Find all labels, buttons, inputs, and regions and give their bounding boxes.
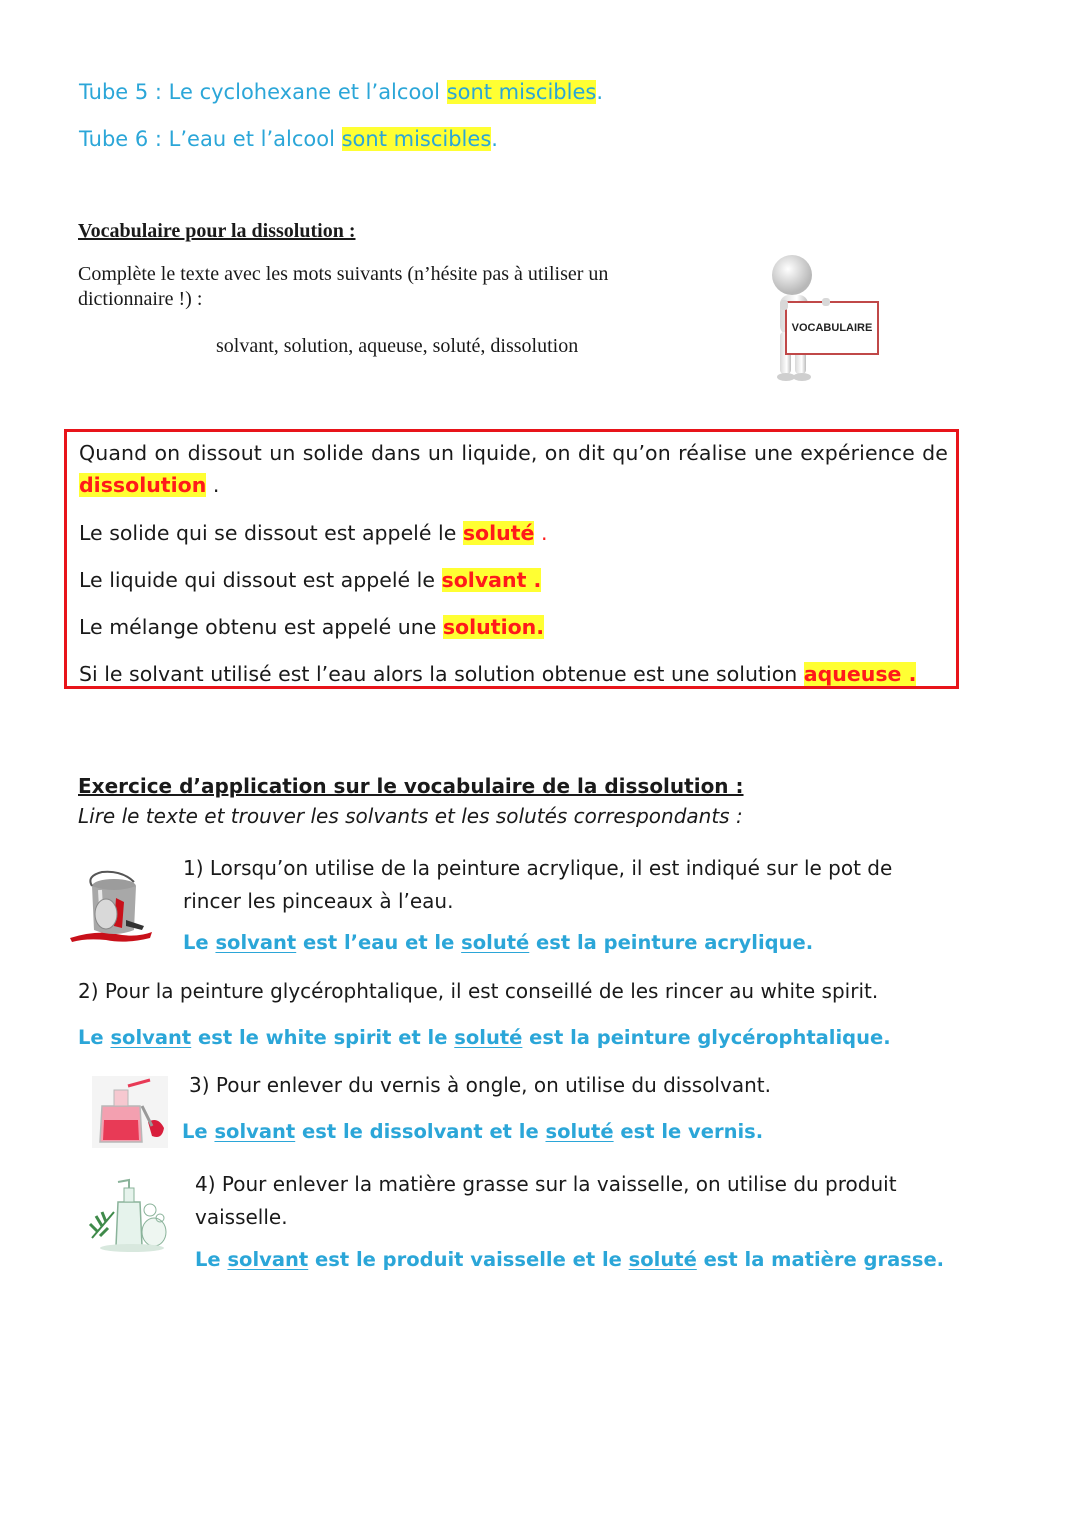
answer-1-solute-label: soluté: [461, 931, 530, 954]
answer-aqueuse-text: aqueuse: [803, 662, 902, 686]
box-line-4: [79, 568, 541, 592]
dissolution-definition-box: [64, 429, 959, 689]
answer-2: [78, 1026, 891, 1049]
box-line-5-text: Le mélange obtenu est appelé une: [79, 615, 443, 639]
paint-bucket-image: [66, 868, 156, 948]
answer-2-solvant-label: solvant: [110, 1026, 192, 1049]
box-line-5: [79, 615, 544, 639]
answer-solution: solution.: [442, 615, 545, 639]
box-line-2-suffix: .: [206, 473, 220, 497]
vocab-instruction-line2: dictionnaire !) :: [78, 288, 203, 310]
question-4-line2: vaisselle.: [195, 1205, 288, 1229]
question-1-line2: rincer les pinceaux à l’eau.: [183, 889, 454, 913]
tube-5-line: [79, 80, 603, 104]
answer-aqueuse: [804, 662, 917, 686]
question-1-line1: 1) Lorsqu’on utilise de la peinture acrylique, il est indiqué sur le pot de: [183, 856, 893, 880]
answer-1-solvant-label: solvant: [215, 931, 297, 954]
question-4-line1: 4) Pour enlever la matière grasse sur la vaisselle, on utilise du produit: [195, 1172, 897, 1196]
vocab-instruction-line1: Complète le texte avec les mots suivants (n’hésite pas à utiliser un: [78, 263, 609, 285]
box-line-2: [79, 473, 219, 497]
answer-4-solvant-label: solvant: [227, 1248, 309, 1271]
box-line-4-text: Le liquide qui dissout est appelé le: [79, 568, 442, 592]
vocab-title: Vocabulaire pour la dissolution :: [78, 220, 356, 242]
answer-solvant-text: solvant: [441, 568, 527, 592]
answer-dissolution: dissolution: [79, 473, 207, 497]
nail-polish-icon: [92, 1076, 168, 1148]
tube-5-suffix: .: [596, 80, 603, 104]
nail-polish-image: [92, 1076, 168, 1148]
tube-6-suffix: .: [491, 127, 498, 151]
answer-2-solute: est la peinture glycérophtalique.: [522, 1026, 891, 1049]
answer-1-le: Le: [183, 931, 216, 954]
answer-3: [182, 1120, 763, 1143]
box-line-1: Quand on dissout un solide dans un liquide, on dit qu’on réalise une expérience de: [79, 441, 948, 465]
box-line-3-suffix: .: [534, 521, 548, 545]
box-line-6: [79, 662, 916, 686]
answer-1: [183, 931, 813, 954]
answer-3-solvent: est le dissolvant et le: [295, 1120, 546, 1143]
answer-solute: soluté: [462, 521, 535, 545]
vocab-word-list: solvant, solution, aqueuse, soluté, dissolution: [216, 335, 579, 357]
answer-4-solvent: est le produit vaisselle et le: [308, 1248, 629, 1271]
question-1: [183, 852, 892, 918]
box-line-3: [79, 521, 548, 545]
answer-solvant: [442, 568, 542, 592]
answer-4-le: Le: [195, 1248, 228, 1271]
vocab-instruction: [78, 262, 718, 312]
answer-3-solute: est le vernis.: [613, 1120, 764, 1143]
answer-1-solute: est la peinture acrylique.: [529, 931, 814, 954]
dish-soap-image: [88, 1176, 178, 1256]
question-4: [195, 1168, 897, 1234]
vocabulary-figure: [760, 250, 885, 385]
answer-2-solvent: est le white spirit et le: [191, 1026, 455, 1049]
tube-6-answer: sont miscibles: [341, 127, 492, 151]
answer-4-solute-label: soluté: [628, 1248, 697, 1271]
box-line-6-suffix: .: [901, 662, 917, 686]
tube-5-answer: sont miscibles: [446, 80, 597, 104]
paint-bucket-icon: [66, 868, 156, 948]
answer-4: [195, 1248, 944, 1271]
dish-soap-icon: [88, 1176, 178, 1256]
answer-2-solute-label: soluté: [454, 1026, 523, 1049]
tube-6-text: Tube 6 : L’eau et l’alcool: [79, 127, 342, 151]
question-3: 3) Pour enlever du vernis à ongle, on utilise du dissolvant.: [189, 1073, 771, 1097]
exercise-title: Exercice d’application sur le vocabulaire de la dissolution :: [78, 774, 744, 798]
answer-3-le: Le: [182, 1120, 215, 1143]
answer-1-solvent: est l’eau et le: [296, 931, 462, 954]
answer-4-solute: est la matière grasse.: [696, 1248, 945, 1271]
question-2: 2) Pour la peinture glycérophtalique, il est conseillé de les rincer au white spirit.: [78, 979, 879, 1003]
answer-3-solvant-label: solvant: [214, 1120, 296, 1143]
answer-3-solute-label: soluté: [545, 1120, 614, 1143]
box-line-6-text: Si le solvant utilisé est l’eau alors la solution obtenue est une solution: [79, 662, 804, 686]
tube-5-text: Tube 5 : Le cyclohexane et l’alcool: [79, 80, 447, 104]
tube-6-line: [79, 127, 498, 151]
box-line-3-text: Le solide qui se dissout est appelé le: [79, 521, 463, 545]
answer-2-le: Le: [78, 1026, 111, 1049]
vocabulary-sign-text: VOCABULAIRE: [791, 322, 873, 334]
exercise-subtitle: Lire le texte et trouver les solvants et les solutés correspondants :: [78, 804, 743, 828]
vocabulary-person-icon: [760, 250, 885, 385]
box-line-4-suffix: .: [526, 568, 542, 592]
